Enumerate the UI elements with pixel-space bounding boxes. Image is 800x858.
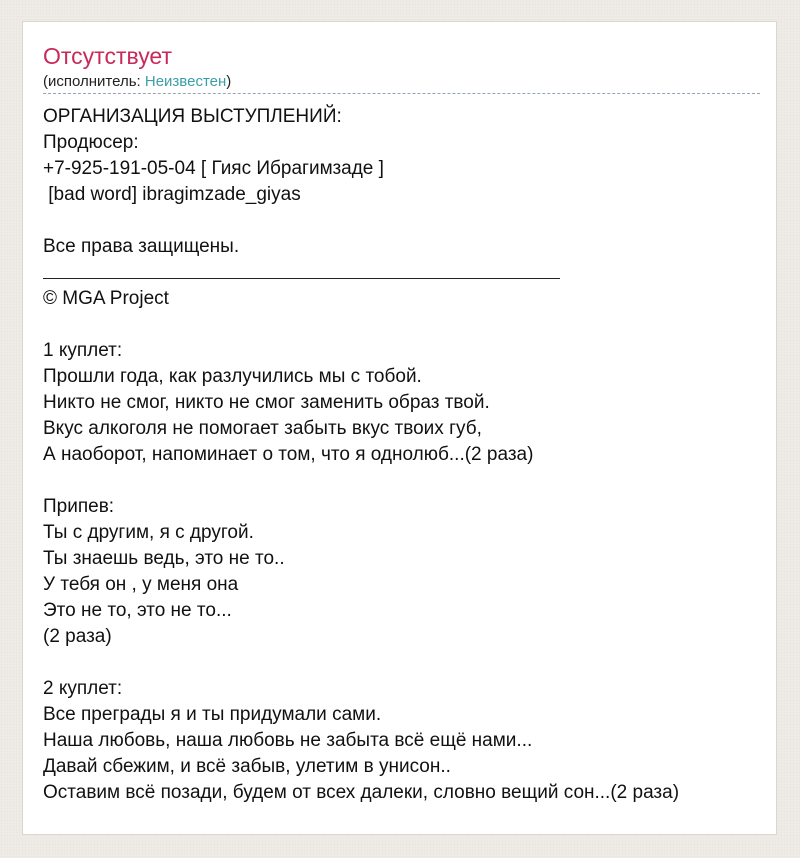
artist-suffix: ) — [226, 73, 232, 90]
artist-link[interactable]: Неизвестен — [144, 73, 227, 90]
lyric-line: Продюсер: — [43, 132, 139, 153]
blank-line — [43, 650, 758, 676]
lyric-line: Прошли года, как разлучились мы с тобой. — [43, 366, 422, 387]
blank-line — [43, 208, 758, 234]
lyrics-panel — [22, 21, 777, 835]
lyric-line: 1 куплет: — [43, 340, 123, 361]
lyric-line: Давай сбежим, и всё забыв, улетим в унисон.. — [43, 756, 451, 777]
blank-line — [43, 468, 758, 494]
blank-line — [43, 312, 758, 338]
lyric-line: Ты знаешь ведь, это не то.. — [43, 548, 285, 569]
lyric-line: (2 раза) — [43, 626, 112, 647]
artist-line — [43, 72, 231, 92]
lyric-line: Оставим всё позади, будем от всех далеки, словно вещий сон...(2 раза) — [43, 782, 680, 803]
lyric-line: Никто не смог, никто не смог заменить образ твой. — [43, 392, 490, 413]
artist-prefix: (исполнитель: — [43, 73, 145, 90]
lyric-line: Все права защищены. — [43, 236, 240, 257]
lyric-line: +7-925-191-05-04 [ Гияс Ибрагимзаде ] — [43, 158, 384, 179]
title-separator — [43, 93, 760, 94]
lyric-line: Это не то, это не то... — [43, 600, 232, 621]
lyric-line: Наша любовь, наша любовь не забыта всё ещё нами... — [43, 730, 533, 751]
lyric-line: Ты с другим, я с другой. — [43, 522, 254, 543]
lyric-line: А наоборот, напоминает о том, что я однолюб...(2 раза) — [43, 444, 534, 465]
lyric-line: Вкус алкоголя не помогает забыть вкус твоих губ, — [43, 418, 482, 439]
lyric-line: © MGA Project — [43, 288, 169, 309]
lyric-line: Все преграды я и ты придумали сами. — [43, 704, 382, 725]
lyric-line: [bad word] ibragimzade_giyas — [43, 184, 301, 205]
lyric-line: 2 куплет: — [43, 678, 123, 699]
lyric-line: Припев: — [43, 496, 115, 517]
lyric-line: У тебя он , у меня она — [43, 574, 239, 595]
horizontal-rule — [43, 260, 758, 286]
lyrics-text — [43, 104, 758, 806]
song-title: Отсутствует — [43, 43, 172, 69]
lyric-line: ОРГАНИЗАЦИЯ ВЫСТУПЛЕНИЙ: — [43, 106, 342, 127]
